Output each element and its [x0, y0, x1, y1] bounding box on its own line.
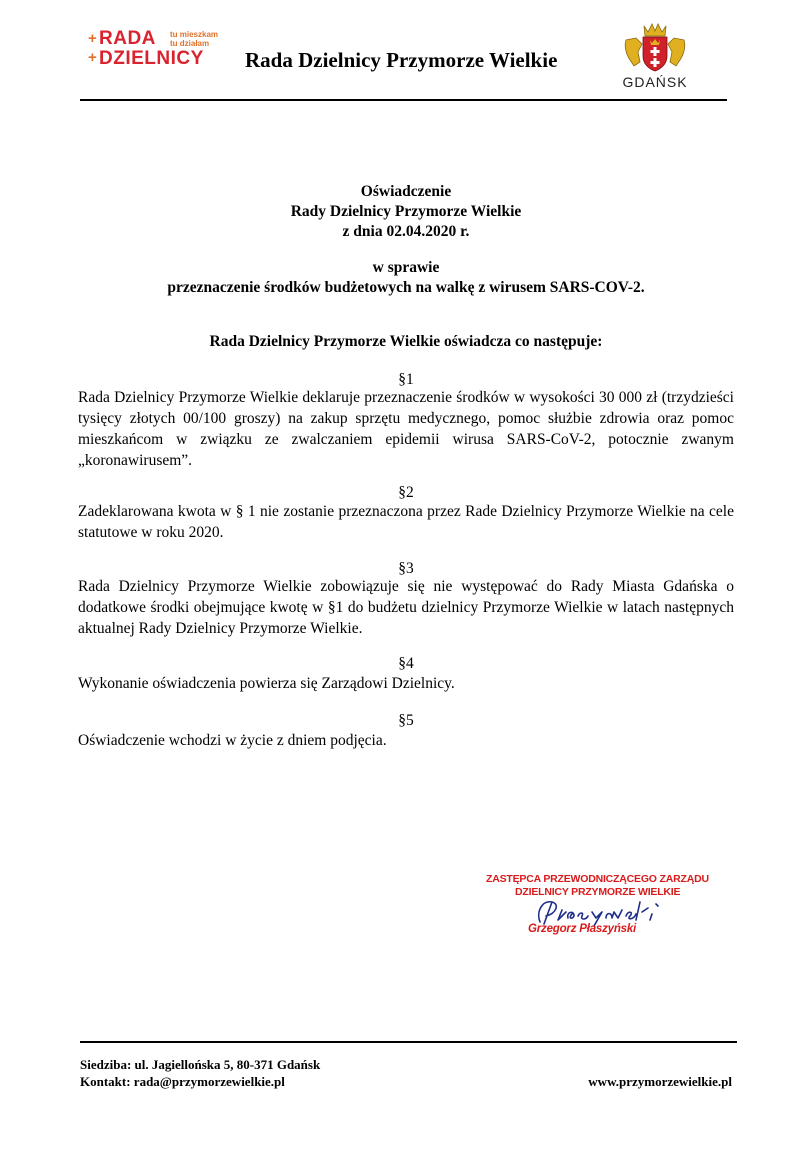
plus-icon: + [88, 49, 97, 66]
preamble: Rada Dzielnicy Przymorze Wielkie oświadcza co następuje: [209, 333, 603, 350]
stamp-line-2: DZIELNICY PRZYMORZE WIELKIE [515, 886, 681, 898]
signatory-name: Grzegorz Płaszyński [528, 923, 637, 935]
footer-divider [80, 1041, 737, 1043]
section-4-text: Wykonanie oświadczenia powierza się Zarządowi Dzielnicy. [78, 675, 455, 692]
document-subject: przeznaczenie środków budżetowych na walkę z wirusem SARS-COV-2. [167, 279, 645, 296]
subject-intro: w sprawie [372, 259, 440, 276]
header-title: Rada Dzielnicy Przymorze Wielkie [245, 48, 558, 72]
stamp-line-1: ZASTĘPCA PRZEWODNICZĄCEGO ZARZĄDU [486, 873, 709, 885]
header-divider [80, 99, 727, 101]
logo-word-dzielnicy: DZIELNICY [99, 48, 204, 69]
section-5-number: §5 [398, 712, 414, 729]
document-title: Oświadczenie [360, 183, 452, 200]
gdansk-label: GDAŃSK [622, 74, 688, 90]
logo-tagline-2: tu działam [170, 39, 210, 48]
logo-word-rada: RADA [99, 28, 156, 49]
rada-dzielnicy-logo [88, 28, 223, 74]
section-4-number: §4 [398, 655, 414, 672]
gdansk-crest-icon [620, 22, 690, 74]
section-5-text: Oświadczenie wchodzi w życie z dniem podjęcia. [78, 732, 387, 749]
gdansk-coat-of-arms [620, 22, 690, 97]
section-2-text: Zadeklarowana kwota w § 1 nie zostanie przeznaczona przez Rade Dzielnicy Przymorze Wielkie na cele statutowe w roku 2020. [78, 503, 734, 541]
section-1-text: Rada Dzielnicy Przymorze Wielkie deklaruje przeznaczenie środków w wysokości 30 000 zł (trzydzieści tysięcy złotych 00/100 groszy) na zakup sprzętu medycznego, pomoc służbie zdrowia oraz pomoc mieszkańcom w związku ze zwalczaniem epidemii wirusa SARS-CoV-2, potocznie zwanym „koronawirusem”. [78, 389, 734, 469]
document-date: z dnia 02.04.2020 r. [342, 223, 470, 240]
footer-website[interactable]: www.przymorzewielkie.pl [588, 1074, 732, 1089]
footer-contact: Kontakt: rada@przymorzewielkie.pl [80, 1074, 285, 1089]
section-1-number: §1 [398, 371, 414, 388]
document-issuer: Rady Dzielnicy Przymorze Wielkie [290, 203, 522, 220]
plus-icon: + [88, 30, 97, 47]
logo-tagline-1: tu mieszkam [170, 30, 219, 39]
section-2-number: §2 [398, 484, 414, 501]
section-3-text: Rada Dzielnicy Przymorze Wielkie zobowiązuje się nie występować do Rady Miasta Gdańska o dodatkowe środki obejmujące kwotę w §1 do budżetu dzielnicy Przymorze Wielkie w latach następnych aktualnej Rady Dzielnicy Przymorze Wielkie. [78, 578, 734, 637]
section-3-number: §3 [398, 560, 414, 577]
official-stamp [470, 870, 720, 950]
footer-address: Siedziba: ul. Jagiellońska 5, 80-371 Gdańsk [80, 1057, 321, 1072]
